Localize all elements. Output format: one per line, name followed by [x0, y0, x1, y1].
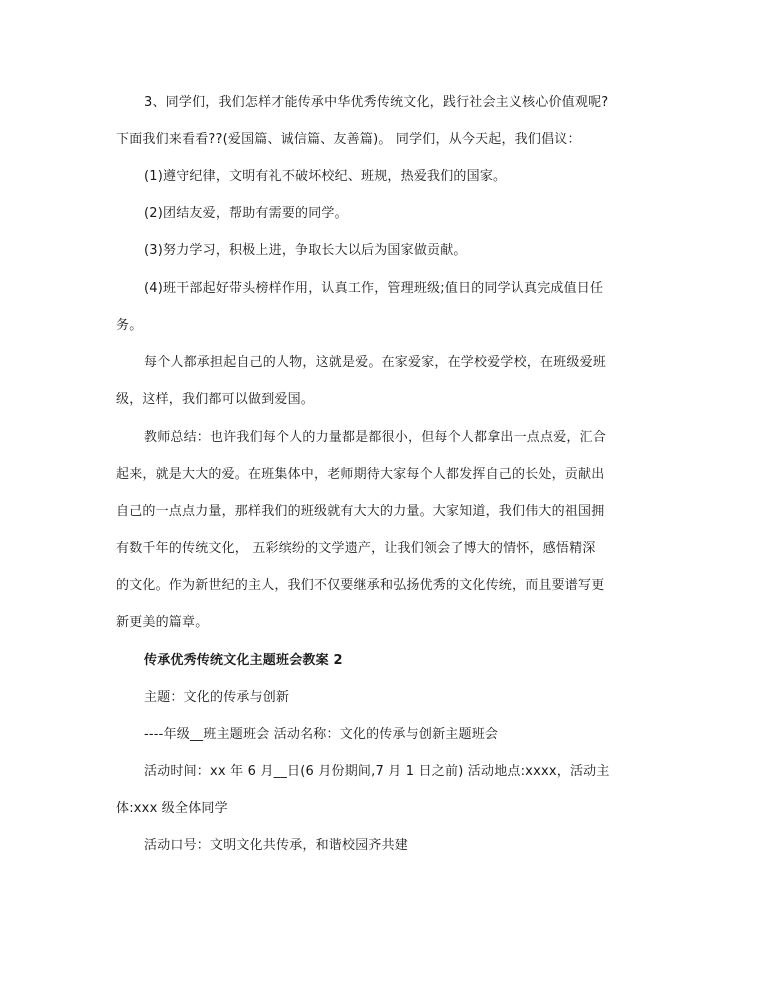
teacher-summary-line-1: 教师总结：也许我们每个人的力量都是都很小，但每个人都拿出一点点爱，汇合: [144, 430, 607, 445]
activity-time-line-2: 体:xxx 级全体同学: [116, 801, 228, 816]
theme-line: 主题：文化的传承与创新: [144, 690, 290, 705]
teacher-summary-line-2: 起来，就是大大的爱。在班集体中，老师期待大家每个人都发挥自己的长处，贡献出: [116, 467, 605, 482]
activity-time-line-1: 活动时间：xx 年 6 月__日(6 月份期间,7 月 1 日之前) 活动地点:xxxx，活动主: [144, 764, 610, 779]
activity-slogan-line: 活动口号：文明文化共传承，和谐校园齐共建: [144, 838, 409, 853]
teacher-summary-line-3: 自己的一点点力量，那样我们的班级就有大大的力量。大家知道，我们伟大的祖国拥: [116, 504, 605, 519]
proposal-item-2: (2)团结友爱，帮助有需要的同学。: [144, 206, 348, 221]
proposal-item-4-line-1: (4)班干部起好带头榜样作用，认真工作，管理班级;值日的同学认真完成值日任: [144, 281, 604, 296]
section-heading: 传承优秀传统文化主题班会教案 2: [144, 653, 343, 668]
activity-name-line: ----年级__班主题班会 活动名称：文化的传承与创新主题班会: [144, 727, 499, 742]
proposal-item-1: (1)遵守纪律，文明有礼不破坏校纪、班规，热爱我们的国家。: [144, 169, 507, 184]
proposal-item-3: (3)努力学习，积极上进，争取长大以后为国家做贡献。: [144, 243, 467, 258]
paragraph-love-line-1: 每个人都承担起自己的人物，这就是爱。在家爱家，在学校爱学校，在班级爱班: [144, 355, 607, 370]
teacher-summary-line-4: 有数千年的传统文化， 五彩缤纷的文学遗产，让我们领会了博大的情怀，感悟精深: [116, 541, 596, 556]
paragraph-question-line-1: 3、同学们，我们怎样才能传承中华优秀传统文化，践行社会主义核心价值观呢?: [144, 95, 609, 110]
proposal-item-4-line-2: 务。: [116, 318, 143, 333]
teacher-summary-line-6: 新更美的篇章。: [116, 615, 209, 630]
paragraph-question-line-2: 下面我们来看看??(爱国篇、诚信篇、友善篇)。 同学们，从今天起，我们倡议：: [116, 132, 581, 147]
paragraph-love-line-2: 级，这样，我们都可以做到爱国。: [116, 392, 315, 407]
teacher-summary-line-5: 的文化。作为新世纪的主人，我们不仅要继承和弘扬优秀的文化传统，而且要谱写更: [116, 578, 605, 593]
